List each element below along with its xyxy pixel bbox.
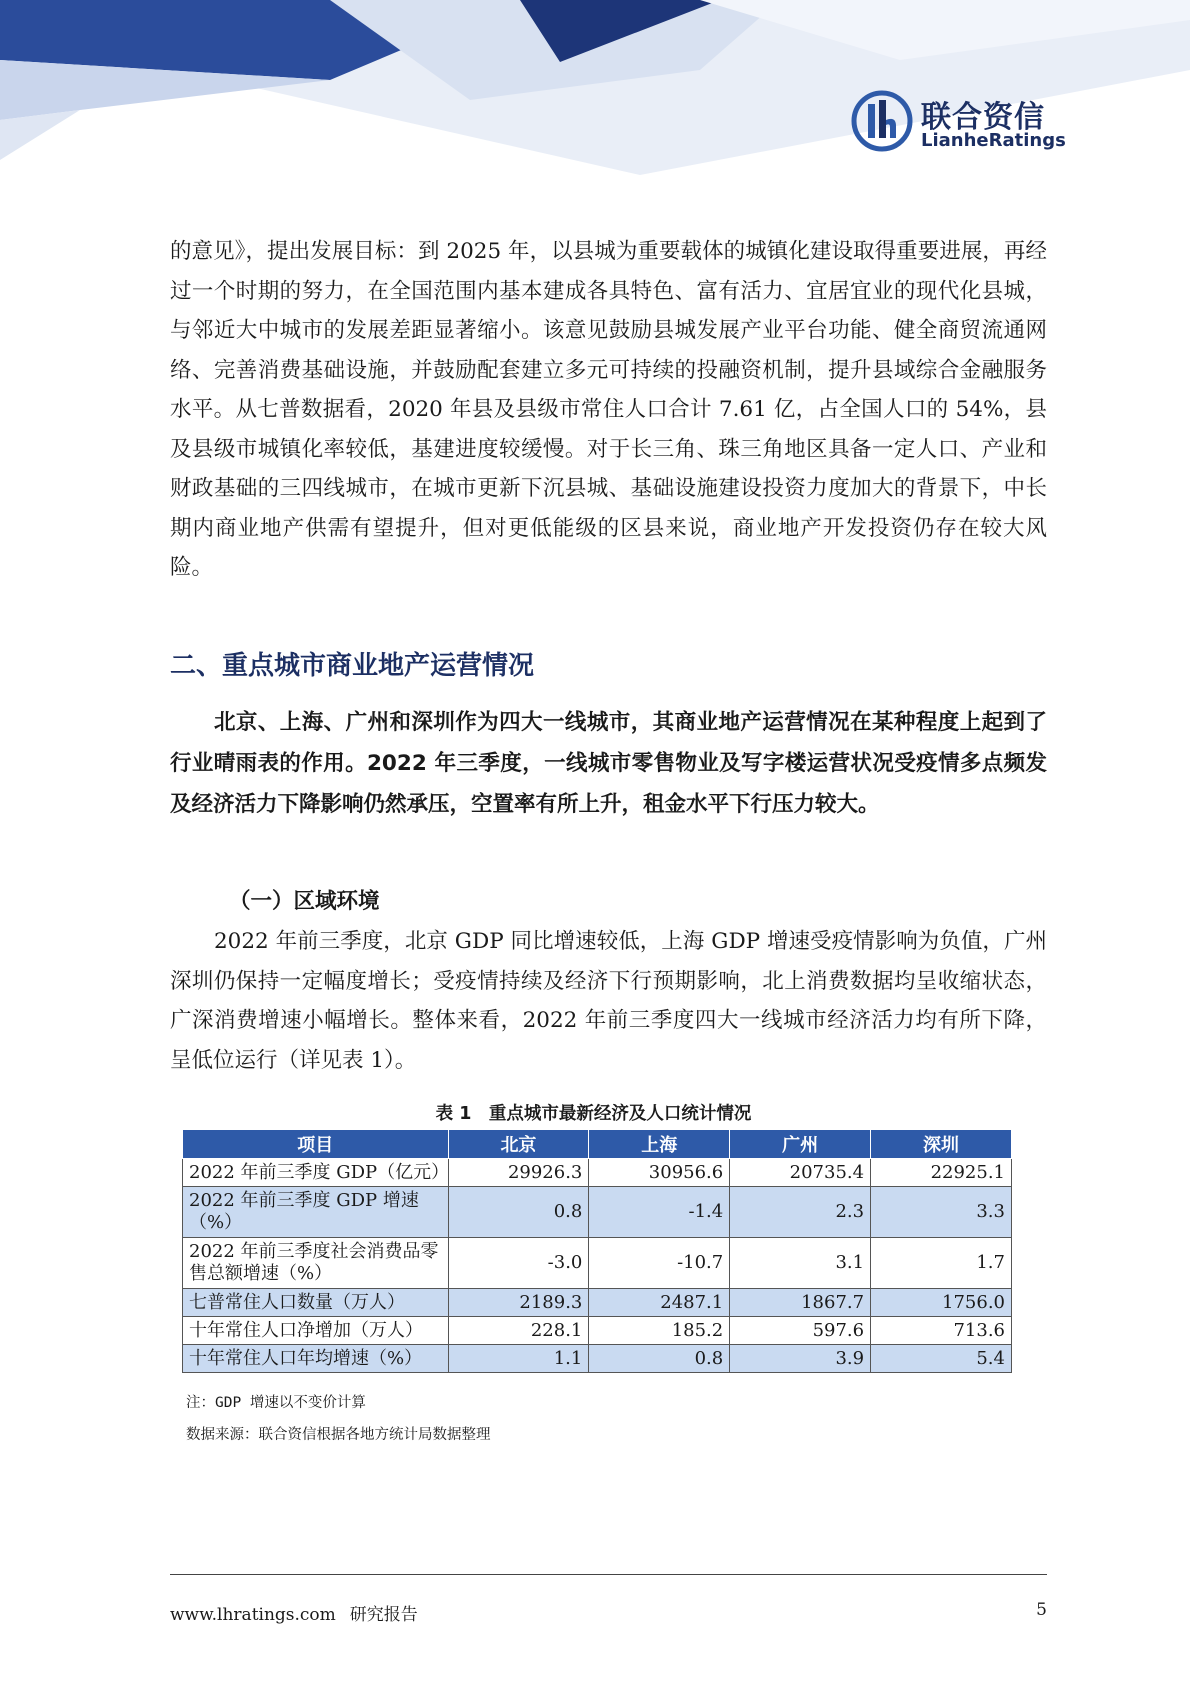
table-cell: -10.7: [589, 1238, 730, 1289]
brand-logo: [851, 90, 1066, 160]
table-cell: 2189.3: [448, 1289, 589, 1317]
brand-name-cn: 联合资信: [921, 100, 1045, 135]
footer-label: 研究报告: [349, 1605, 418, 1625]
table-row: [183, 1238, 1012, 1289]
table-caption: 表 1 重点城市最新经济及人口统计情况: [435, 1104, 752, 1124]
table-row: [183, 1159, 1012, 1187]
footer-url-link[interactable]: www.lhratings.com: [170, 1605, 336, 1625]
table-cell: 228.1: [448, 1317, 589, 1345]
table-cell: 29926.3: [448, 1159, 589, 1187]
row-label: 十年常住人口净增加（万人）: [183, 1317, 449, 1345]
table-cell: 2.3: [730, 1187, 871, 1238]
footer-divider: [170, 1574, 1047, 1575]
table-cell: 0.8: [589, 1345, 730, 1373]
table-source: 数据来源：联合资信根据各地方统计局数据整理: [186, 1427, 491, 1443]
table-note: 注：GDP 增速以不变价计算: [186, 1395, 366, 1411]
column-header-shanghai: 上海: [589, 1130, 730, 1159]
row-label: 2022 年前三季度 GDP 增速（%）: [183, 1187, 449, 1238]
table-cell: 1.7: [871, 1238, 1012, 1289]
row-label: 2022 年前三季度社会消费品零售总额增速（%）: [183, 1238, 449, 1289]
table-cell: 0.8: [448, 1187, 589, 1238]
table-cell: 713.6: [871, 1317, 1012, 1345]
table-cell: 1867.7: [730, 1289, 871, 1317]
footer-info: [170, 1600, 418, 1625]
body-paragraph-2: 2022 年前三季度，北京 GDP 同比增速较低，上海 GDP 增速受疫情影响为负值，广州深圳仍保持一定幅度增长；受疫情持续及经济下行预期影响，北上消费数据均呈收缩状态，广深消费增速小幅增长。整体来看，2022 年前三季度四大一线城市经济活力均有所下降，呈低位运行（详见表 1）。: [170, 929, 1047, 1073]
summary-paragraph: 北京、上海、广州和深圳作为四大一线城市，其商业地产运营情况在某种程度上起到了行业晴雨表的作用。2022 年三季度，一线城市零售物业及写字楼运营状况受疫情多点频发及经济活力下降影响仍然承压，空置率有所上升，租金水平下行压力较大。: [170, 710, 1047, 817]
table-header-row: [183, 1130, 1012, 1159]
row-label: 七普常住人口数量（万人）: [183, 1289, 449, 1317]
row-label: 十年常住人口年均增速（%）: [183, 1345, 449, 1373]
table-cell: -3.0: [448, 1238, 589, 1289]
table-cell: 3.9: [730, 1345, 871, 1373]
column-header-guangzhou: 广州: [730, 1130, 871, 1159]
table-cell: -1.4: [589, 1187, 730, 1238]
section-title: 二、重点城市商业地产运营情况: [170, 651, 535, 681]
city-stats-table: [182, 1129, 1012, 1373]
table-cell: 1.1: [448, 1345, 589, 1373]
column-header-shenzhen: 深圳: [871, 1130, 1012, 1159]
column-header-item: 项目: [183, 1130, 449, 1159]
column-header-beijing: 北京: [448, 1130, 589, 1159]
table-cell: 20735.4: [730, 1159, 871, 1187]
table-cell: 185.2: [589, 1317, 730, 1345]
page-number: 5: [1036, 1600, 1047, 1620]
table-cell: 30956.6: [589, 1159, 730, 1187]
lianhe-logo-icon: [851, 90, 913, 152]
table-cell: 597.6: [730, 1317, 871, 1345]
brand-name-en: LianheRatings: [921, 130, 1066, 151]
table-cell: 3.3: [871, 1187, 1012, 1238]
row-label: 2022 年前三季度 GDP（亿元）: [183, 1159, 449, 1187]
table-cell: 1756.0: [871, 1289, 1012, 1317]
table-cell: 22925.1: [871, 1159, 1012, 1187]
table-row: [183, 1187, 1012, 1238]
subsection-title: （一）区域环境: [229, 889, 380, 914]
table-row: [183, 1289, 1012, 1317]
table-cell: 5.4: [871, 1345, 1012, 1373]
table-row: [183, 1317, 1012, 1345]
table-cell: 3.1: [730, 1238, 871, 1289]
table-row: [183, 1345, 1012, 1373]
body-paragraph-1: 的意见》，提出发展目标：到 2025 年，以县城为重要载体的城镇化建设取得重要进展，再经过一个时期的努力，在全国范围内基本建成各具特色、富有活力、宜居宜业的现代化县城，与邻近大中城市的发展差距显著缩小。该意见鼓励县城发展产业平台功能、健全商贸流通网络、完善消费基础设施，并鼓励配套建立多元可持续的投融资机制，提升县域综合金融服务水平。从七普数据看，2020 年县及县级市常住人口合计 7.61 亿，占全国人口的 54%，县及县级市城镇化率较低，基建进度较缓慢。对于长三角、珠三角地区具备一定人口、产业和财政基础的三四线城市，在城市更新下沉县城、基础设施建设投资力度加大的背景下，中长期内商业地产供需有望提升，但对更低能级的区县来说，商业地产开发投资仍存在较大风险。: [170, 239, 1047, 580]
table-cell: 2487.1: [589, 1289, 730, 1317]
